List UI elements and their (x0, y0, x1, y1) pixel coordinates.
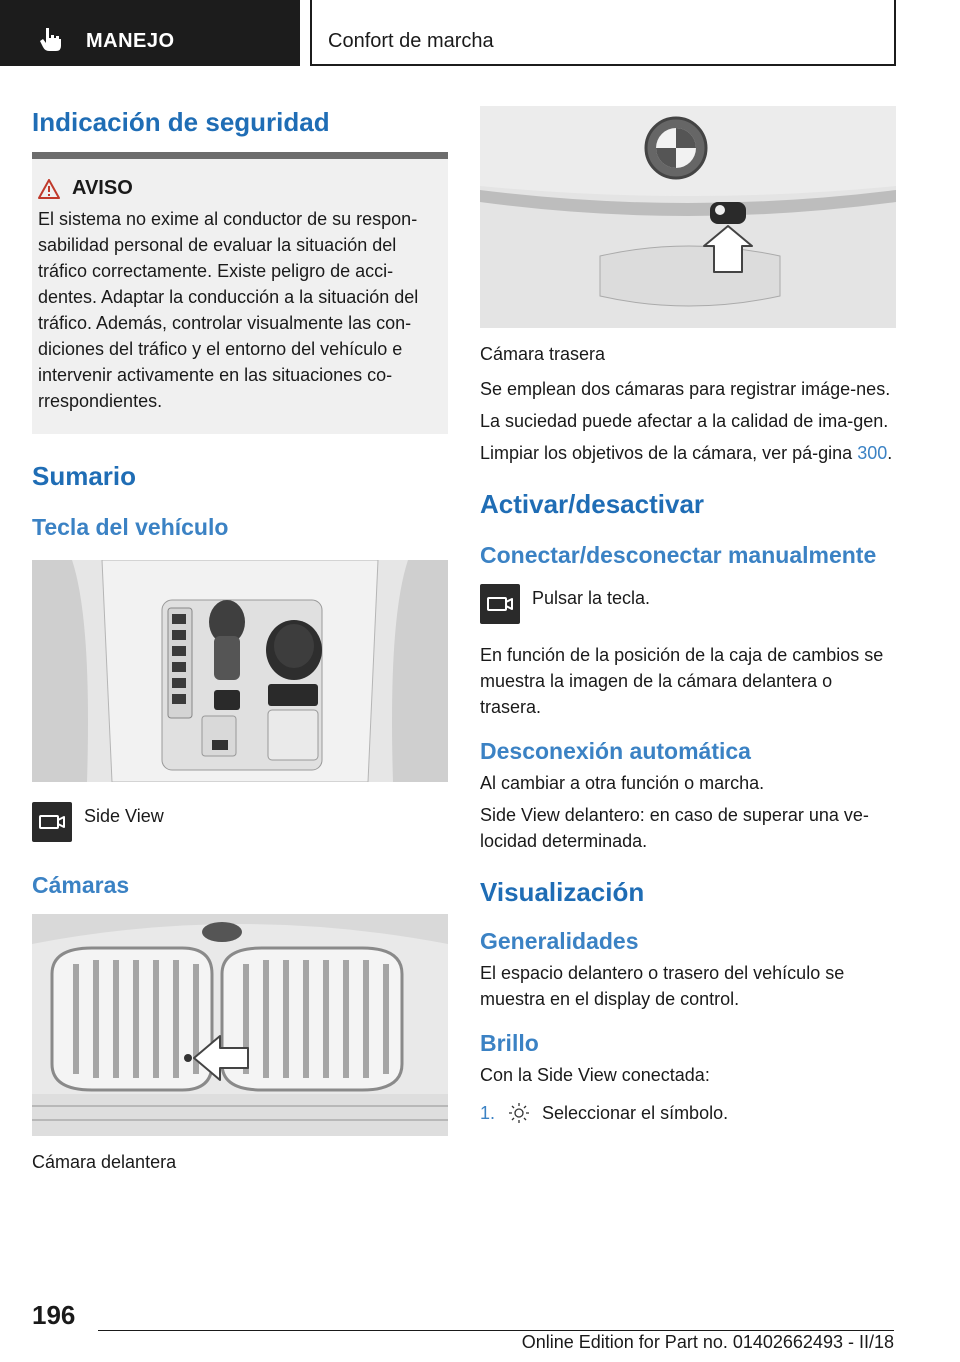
rear-camera-caption: Cámara trasera (480, 344, 606, 364)
front-camera-photo (32, 914, 448, 1136)
clean-text: Limpiar los objetivos de la cámara, ver pá-gina (480, 443, 858, 463)
camera-icon (38, 812, 66, 832)
paragraph-speed: Side View delantero: en caso de superar una ve-locidad determinada. (480, 805, 869, 851)
display-heading: Visualización (480, 877, 645, 907)
camera-icon (486, 594, 514, 614)
safety-heading: Indicación de seguridad (32, 107, 330, 137)
warning-box (32, 159, 448, 434)
right-column (480, 106, 896, 1126)
vehicle-key-heading: Tecla del vehículo (32, 514, 229, 540)
chapter-tab (310, 0, 896, 66)
front-camera-caption: Cámara delantera (32, 1152, 177, 1172)
paragraph-display: El espacio delantero o trasero del vehículo se muestra en el display de control. (480, 963, 845, 1009)
step-1-number: 1. (480, 1103, 496, 1123)
brightness-icon (508, 1102, 530, 1124)
paragraph-gear: En función de la posición de la caja de cambios se muestra la imagen de la cámara delantera o trasera. (480, 645, 884, 717)
paragraph-clean (480, 440, 896, 466)
warning-label: AVISO (72, 177, 133, 199)
side-view-button[interactable] (32, 802, 72, 842)
auto-off-heading: Desconexión automática (480, 738, 751, 764)
activate-heading: Activar/desactivar (480, 489, 705, 519)
side-view-key-row (32, 802, 448, 842)
summary-heading: Sumario (32, 461, 137, 491)
paragraph-dirt: La suciedad puede afectar a la calidad de ima-gen. (480, 411, 889, 431)
warning-text: El sistema no exime al conductor de su respon-sabilidad personal de evaluar la situación del tráfico correctamente. Existe peligro de acci-dentes. Adaptar la conducción a la situación del tráfico. Además, controlar visualmente las con-diciones del tráfico y el entorno del vehículo e intervenir activamente en las situaciones co-rrespondientes. (38, 209, 419, 411)
step-1-text: Seleccionar el símbolo. (542, 1103, 729, 1123)
page-link[interactable]: 300 (857, 443, 888, 463)
hand-pointer-icon (36, 24, 66, 54)
clean-text-end: . (887, 443, 893, 463)
camera-button[interactable] (480, 584, 520, 624)
chapter-title: Confort de marcha (328, 30, 494, 52)
section-tab (0, 0, 300, 66)
paragraph-cameras: Se emplean dos cámaras para registrar imáge-nes. (480, 379, 891, 399)
paragraph-auto-off: Al cambiar a otra función o marcha. (480, 773, 765, 793)
press-key-label: Pulsar la tecla. (532, 588, 651, 608)
paragraph-brightness: Con la Side View conectada: (480, 1065, 710, 1085)
section-title: MANEJO (86, 30, 175, 52)
side-view-label: Side View (84, 806, 164, 826)
rear-camera-photo (480, 106, 896, 328)
cameras-heading: Cámaras (32, 872, 130, 898)
footer-rule (98, 1330, 894, 1331)
press-key-row (480, 584, 896, 624)
step-1 (480, 1100, 896, 1126)
manual-heading: Conectar/desconectar manualmente (480, 542, 877, 568)
rear-camera-illustration (480, 106, 896, 328)
warning-rule (32, 152, 448, 159)
page-number: 196 (32, 1300, 76, 1330)
console-illustration (32, 560, 448, 782)
warning-header (38, 177, 438, 200)
left-column (32, 96, 448, 1174)
front-camera-illustration (32, 914, 448, 1136)
console-photo (32, 560, 448, 782)
general-heading: Generalidades (480, 928, 639, 954)
edition-text: Online Edition for Part no. 01402662493 - II/18 (521, 1332, 894, 1352)
warning-triangle-icon (38, 179, 60, 199)
brightness-heading: Brillo (480, 1030, 539, 1056)
